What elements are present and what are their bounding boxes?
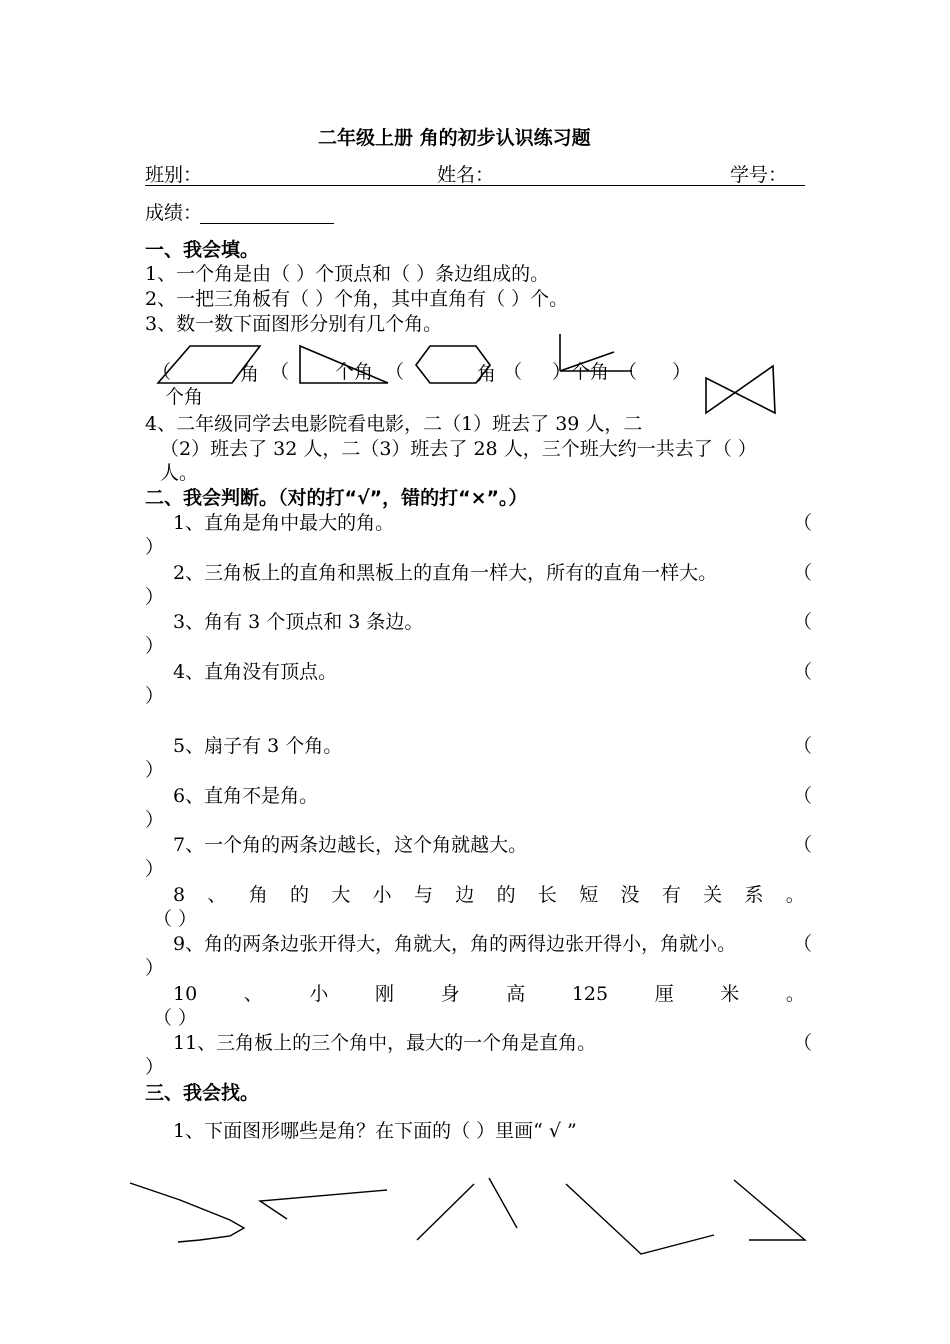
judge-item-8 bbox=[173, 883, 805, 907]
justified-char: 角 bbox=[248, 884, 268, 906]
angle-figure-4 bbox=[566, 1184, 714, 1254]
answer-paren-open[interactable]: （ bbox=[793, 785, 813, 807]
section3-heading: 三、我会找。 bbox=[145, 1082, 260, 1104]
answer-paren-open[interactable]: （ bbox=[793, 611, 813, 633]
answer-paren-close[interactable]: ） bbox=[145, 536, 165, 558]
shape-blank: 角 bbox=[240, 363, 260, 385]
shape-blank: （ bbox=[503, 361, 523, 383]
hexagon-shape bbox=[416, 346, 490, 383]
shape-blank: （ bbox=[270, 361, 290, 383]
answer-paren-close[interactable]: ） bbox=[145, 759, 165, 781]
figure-3 bbox=[417, 1178, 517, 1240]
judge-item: 11、三角板上的三个角中，最大的一个角是直角。 bbox=[173, 1032, 597, 1054]
justified-char: 的 bbox=[496, 884, 516, 906]
justified-char: 、 bbox=[207, 884, 227, 906]
question-1-4-line2: （2）班去了 32 人，二（3）班去了 28 人，三个班大约一共去了（ ） bbox=[160, 438, 757, 460]
shape-blank: （ bbox=[385, 361, 405, 383]
justified-char: 没 bbox=[620, 884, 640, 906]
justified-char: 长 bbox=[537, 884, 557, 906]
answer-paren-pair[interactable]: （ ） bbox=[153, 1007, 198, 1029]
section1-heading: 一、我会填。 bbox=[145, 239, 260, 261]
shape-blank: 个角 bbox=[335, 361, 374, 383]
justified-char: 厘 bbox=[654, 983, 674, 1005]
justified-char: 、 bbox=[243, 983, 263, 1005]
answer-paren-close[interactable]: ） bbox=[145, 1056, 165, 1078]
bowtie-shape bbox=[706, 366, 775, 413]
judge-item: 5、扇子有 3 个角。 bbox=[173, 735, 343, 757]
justified-char: 高 bbox=[506, 983, 526, 1005]
shape-blank: ）个角 bbox=[552, 361, 610, 383]
justified-char: 边 bbox=[455, 884, 475, 906]
justified-char: 短 bbox=[579, 884, 599, 906]
judge-item: 4、直角没有顶点。 bbox=[173, 661, 338, 683]
question-3-1: 1、下面图形哪些是角？在下面的（ ）里画“ √ ” bbox=[173, 1120, 577, 1142]
question-1-4-line1: 4、二年级同学去电影院看电影，二（1）班去了 39 人，二 bbox=[145, 413, 643, 435]
student-id-label: 学号： bbox=[730, 164, 788, 186]
answer-paren-close[interactable]: ） bbox=[145, 685, 165, 707]
answer-paren-open[interactable]: （ bbox=[793, 735, 813, 757]
justified-char: 关 bbox=[703, 884, 723, 906]
justified-char: 系 bbox=[744, 884, 764, 906]
figure-2 bbox=[260, 1190, 387, 1219]
answer-paren-close[interactable]: ） bbox=[145, 809, 165, 831]
answer-paren-open[interactable]: （ bbox=[793, 562, 813, 584]
judge-item: 2、三角板上的直角和黑板上的直角一样大，所有的直角一样大。 bbox=[173, 562, 718, 584]
answer-paren-open[interactable]: （ bbox=[793, 1032, 813, 1054]
answer-paren-open[interactable]: （ bbox=[793, 661, 813, 683]
justified-char: 。 bbox=[785, 983, 805, 1005]
section2-heading: 二、我会判断。（对的打“√”，错的打“×”。） bbox=[145, 487, 528, 509]
page-title: 二年级上册 角的初步认识练习题 bbox=[318, 127, 591, 149]
shape-blank: 角 bbox=[477, 363, 497, 385]
justified-char: 小 bbox=[309, 983, 329, 1005]
answer-paren-pair[interactable]: （ ） bbox=[153, 908, 198, 930]
question-1-4-line3: 人。 bbox=[160, 462, 199, 484]
judge-item-10 bbox=[173, 982, 805, 1006]
answer-paren-close[interactable]: ） bbox=[145, 635, 165, 657]
judge-item: 3、角有 3 个顶点和 3 条边。 bbox=[173, 611, 424, 633]
answer-paren-open[interactable]: （ bbox=[793, 933, 813, 955]
angle-lines-shape bbox=[560, 334, 632, 371]
judge-item: 7、一个角的两条边越长，这个角就越大。 bbox=[173, 834, 528, 856]
justified-char: 小 bbox=[372, 884, 392, 906]
justified-char: 身 bbox=[440, 983, 460, 1005]
answer-paren-open[interactable]: （ bbox=[793, 834, 813, 856]
shape-blank: （ bbox=[152, 361, 172, 383]
justified-char: 125 bbox=[571, 983, 609, 1005]
answer-paren-close[interactable]: ） bbox=[145, 858, 165, 880]
justified-char: 的 bbox=[290, 884, 310, 906]
justified-char: 。 bbox=[785, 884, 805, 906]
judge-item: 9、角的两条边张开得大，角就大，角的两得边张开得小，角就小。 bbox=[173, 933, 737, 955]
class-label: 班别： bbox=[145, 164, 203, 186]
justified-char: 有 bbox=[661, 884, 681, 906]
right-triangle-shape bbox=[300, 346, 388, 383]
answer-paren-close[interactable]: ） bbox=[145, 957, 165, 979]
name-label: 姓名： bbox=[437, 164, 495, 186]
shape-blank: （ bbox=[618, 361, 638, 383]
justified-char: 米 bbox=[720, 983, 740, 1005]
question-1-1: 1、一个角是由（ ）个顶点和（ ）条边组成的。 bbox=[145, 263, 550, 285]
justified-char: 10 bbox=[173, 983, 198, 1005]
shape-blank-tail: 个角 bbox=[165, 386, 204, 408]
angle-figure-5 bbox=[734, 1180, 805, 1240]
justified-char: 大 bbox=[331, 884, 351, 906]
justified-char: 与 bbox=[413, 884, 433, 906]
question-1-2: 2、一把三角板有（ ）个角，其中直角有（ ）个。 bbox=[145, 288, 569, 310]
judge-item: 1、直角是角中最大的角。 bbox=[173, 512, 395, 534]
justified-char: 刚 bbox=[375, 983, 395, 1005]
justified-char: 8 bbox=[173, 884, 186, 906]
score-label: 成绩： bbox=[145, 202, 203, 224]
curved-figure-1 bbox=[130, 1183, 244, 1242]
answer-paren-open[interactable]: （ bbox=[793, 512, 813, 534]
answer-paren-close[interactable]: ） bbox=[145, 586, 165, 608]
shape-blank: ） bbox=[672, 361, 692, 383]
question-1-3: 3、数一数下面图形分别有几个角。 bbox=[145, 313, 443, 335]
judge-item: 6、直角不是角。 bbox=[173, 785, 319, 807]
parallelogram-shape bbox=[158, 346, 260, 383]
